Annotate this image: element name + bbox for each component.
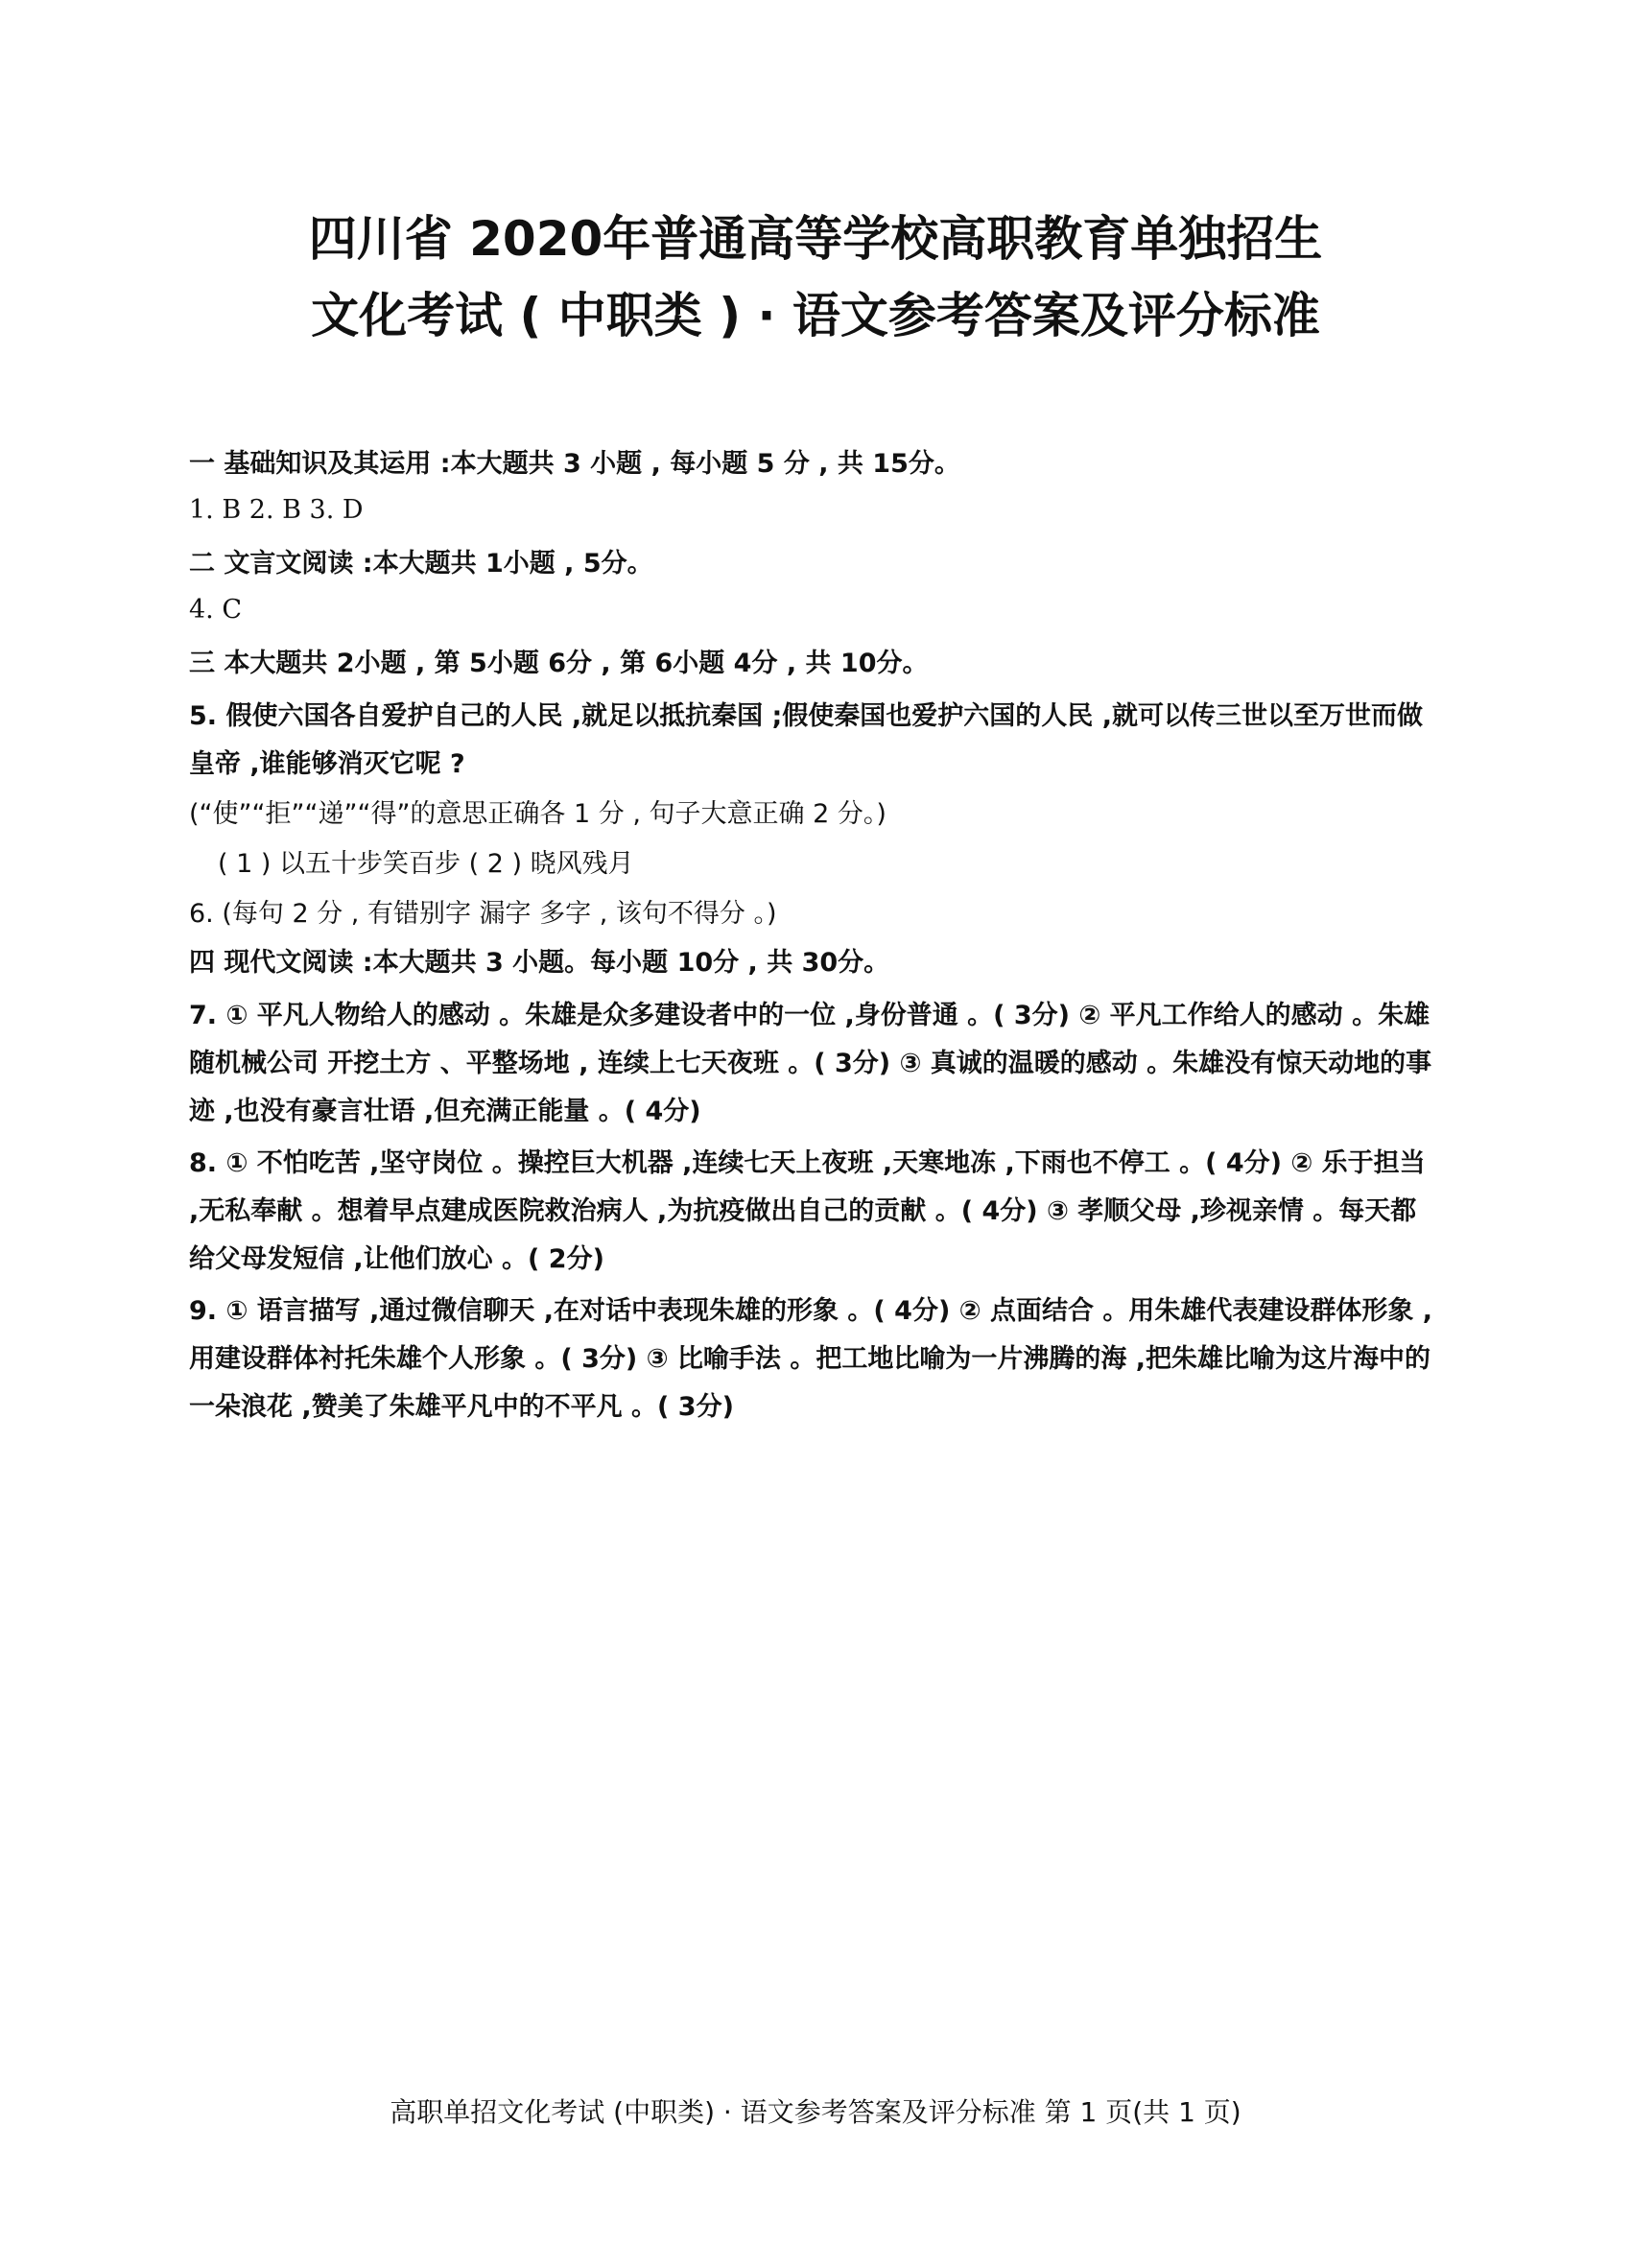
question-8-answer: 8. ① 不怕吃苦 ,坚守岗位 。操控巨大机器 ,连续七天上夜班 ,天寒地冻 ,下雨也不停工 。( 4分) ② 乐于担当 ,无私奉献 。想着早点建成医院救治病人 ,为抗疫做出自己的贡献 。( 4分) ③ 孝顺父母 ,珍视亲情 。每天都给父母发短信 ,让他们放心 。( 2分) [189, 1148, 1426, 1274]
question-7-answer: 7. ① 平凡人物给人的感动 。朱雄是众多建设者中的一位 ,身份普通 。( 3分) ② 平凡工作给人的感动 。朱雄随机械公司 开挖土方 、平整场地 , 连续上七天夜班 。( 3分) ③ 真诚的温暖的感动 。朱雄没有惊天动地的事迹 ,也没有豪言壮语 ,但充满正能量 。( 4分) [189, 1001, 1432, 1126]
title-line-1: 四川省 2020年普通高等学校高职教育单独招生 [308, 211, 1323, 267]
section-2-heading: 二 文言文阅读 :本大题共 1小题 , 5分。 [189, 549, 653, 579]
section-3-heading: 三 本大题共 2小题 , 第 5小题 6分 , 第 6小题 4分 , 共 10分。 [189, 649, 929, 678]
question-5-scoring-note: (“使”“拒”“递”“得”的意思正确各 1 分 , 句子大意正确 2 分。) [189, 799, 886, 829]
section-1-heading: 一 基础知识及其运用 :本大题共 3 小题 , 每小题 5 分 , 共 15分。 [189, 449, 960, 479]
section-2-answers: 4. C [189, 595, 243, 625]
page-footer: 高职单招文化考试 (中职类) · 语文参考答案及评分标准 第 1 页(共 1 页) [390, 2096, 1241, 2128]
question-9-answer: 9. ① 语言描写 ,通过微信聊天 ,在对话中表现朱雄的形象 。( 4分) ② 点面结合 。用朱雄代表建设群体形象 ,用建设群体衬托朱雄个人形象 。( 3分) ③ 比喻手法 。把工地比喻为一片沸腾的海 ,把朱雄比喻为这片海中的一朵浪花 ,赞美了朱雄平凡中的不平凡 。( 3分) [189, 1296, 1432, 1422]
section-1-answers: 1. B 2. B 3. D [189, 495, 364, 525]
question-5-answer: 5. 假使六国各自爱护自己的人民 ,就足以抵抗秦国 ;假使秦国也爱护六国的人民 ,就可以传三世以至万世而做皇帝 ,谁能够消灭它呢 ? [189, 701, 1423, 779]
question-6-answers: ( 1 ) 以五十步笑百步 ( 2 ) 晓风残月 [218, 849, 634, 879]
title-line-2: 文化考试 ( 中职类 ) · 语文参考答案及评分标准 [311, 288, 1320, 343]
question-6-scoring-note: 6. (每句 2 分 , 有错别字 漏字 多字 , 该句不得分 。) [189, 899, 777, 929]
answer-content [189, 443, 1436, 1435]
section-4-heading: 四 现代文阅读 :本大题共 3 小题。每小题 10分 , 共 30分。 [189, 948, 890, 978]
